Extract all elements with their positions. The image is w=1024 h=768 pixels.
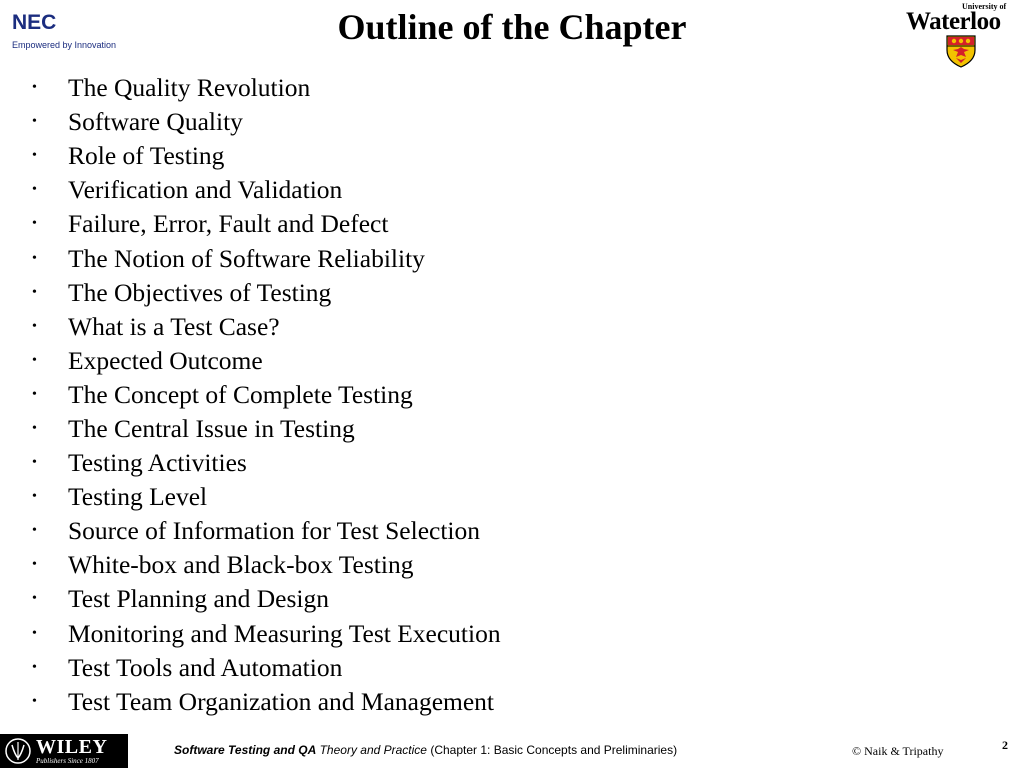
outline-item [28,685,501,719]
outline-item-label: What is a Test Case? [68,311,280,341]
outline-item-label: The Concept of Complete Testing [68,379,413,409]
bullet-icon: • [32,182,37,198]
outline-item-label: Testing Activities [68,448,247,478]
bullet-icon: • [32,80,37,96]
outline-item-label: Test Planning and Design [68,584,329,614]
outline-item [28,446,501,480]
outline-item-label: Role of Testing [68,141,225,171]
bullet-icon: • [32,386,37,402]
bullet-icon: • [32,557,37,573]
bullet-icon: • [32,693,37,709]
outline-item [28,548,501,582]
bullet-icon: • [32,455,37,471]
bullet-icon: • [32,591,37,607]
outline-item [28,310,501,344]
outline-item [28,480,501,514]
bullet-icon: • [32,420,37,436]
outline-item [28,617,501,651]
outline-item [28,344,501,378]
outline-item [28,412,501,446]
outline-item-label: Monitoring and Measuring Test Execution [68,618,501,648]
outline-item-label: Source of Information for Test Selection [68,516,481,546]
wiley-logo-word: WILEY [36,736,108,758]
outline-item [28,651,501,685]
bullet-icon: • [32,216,37,232]
outline-item [28,582,501,616]
outline-item [28,139,501,173]
outline-item-label: Test Team Organization and Management [68,686,495,716]
nec-logo-word: NEC [12,11,57,34]
outline-item [28,241,501,275]
outline-item-label: Failure, Error, Fault and Defect [68,209,389,239]
bullet-icon: • [32,523,37,539]
bullet-icon: • [32,318,37,334]
waterloo-logo [904,2,1020,68]
outline-item [28,105,501,139]
wiley-logo [0,734,128,768]
outline-item [28,173,501,207]
outline-item [28,378,501,412]
outline-list [28,71,501,719]
outline-item-label: The Objectives of Testing [68,277,332,307]
waterloo-logo-word: Waterloo [906,8,1001,35]
outline-item-label: Test Tools and Automation [68,652,343,682]
outline-item [28,71,501,105]
outline-item [28,207,501,241]
outline-item-label: Software Quality [68,107,243,137]
outline-item [28,276,501,310]
footer-book-title: Software Testing and QA [174,743,317,757]
bullet-icon: • [32,148,37,164]
outline-item-label: The Quality Revolution [68,73,311,103]
waterloo-crest-icon [944,34,978,68]
footer-copyright: © Naik & Tripathy [852,744,944,758]
outline-item [28,514,501,548]
footer-chapter: (Chapter 1: Basic Concepts and Preliminaries) [430,743,678,757]
outline-item-label: Expected Outcome [68,345,263,375]
bullet-icon: • [32,114,37,130]
wiley-emblem-icon [0,734,36,768]
outline-item-label: The Central Issue in Testing [68,413,355,443]
bullet-icon: • [32,284,37,300]
footer-book-info [174,743,677,757]
nec-logo-tagline: Empowered by Innovation [12,40,117,50]
outline-item-label: Testing Level [68,482,208,512]
bullet-icon: • [32,625,37,641]
page-number: 2 [1002,738,1008,752]
bullet-icon: • [32,659,37,675]
outline-item-label: White-box and Black-box Testing [68,550,414,580]
bullet-icon: • [32,489,37,505]
outline-item-label: Verification and Validation [68,175,343,205]
slide-title: Outline of the Chapter [337,7,687,47]
wiley-logo-sub: Publishers Since 1807 [36,757,99,765]
bullet-icon: • [32,250,37,266]
outline-item-label: The Notion of Software Reliability [68,243,425,273]
bullet-icon: • [32,352,37,368]
waterloo-logo-small: University of [962,2,1007,11]
footer-book-subtitle: Theory and Practice [319,743,427,757]
